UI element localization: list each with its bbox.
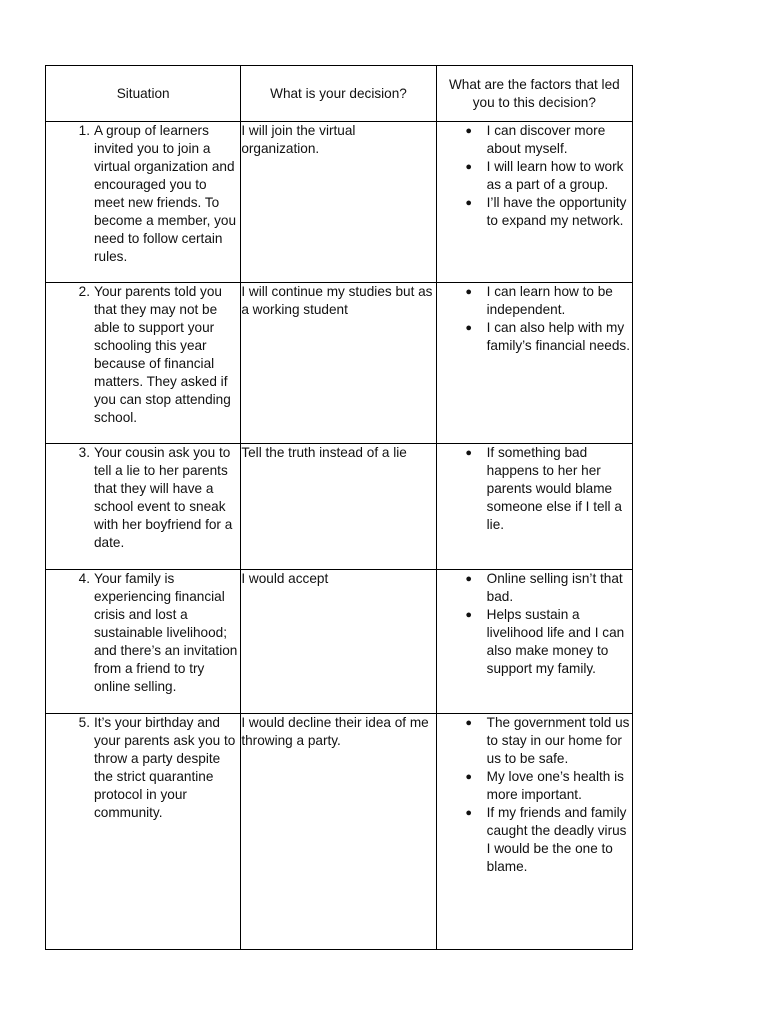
bullet-icon: ● xyxy=(465,447,472,459)
table-row xyxy=(46,714,633,950)
bullet-icon: ● xyxy=(465,125,472,137)
bullet-icon: ● xyxy=(465,286,472,298)
bullet-icon: ● xyxy=(465,609,472,621)
factor-text: My love one’s health is more important. xyxy=(486,769,624,802)
factor-item xyxy=(437,570,632,606)
factor-item xyxy=(437,122,632,158)
factor-text: If my friends and family caught the deadly virus I would be the one to blame. xyxy=(486,805,627,874)
table-row xyxy=(46,122,633,283)
situation-item xyxy=(46,283,240,427)
factor-text: I can learn how to be independent. xyxy=(486,284,613,317)
factor-item xyxy=(437,606,632,678)
bullet-icon: ● xyxy=(465,322,472,334)
decision-cell: Tell the truth instead of a lie xyxy=(241,444,436,570)
factor-item xyxy=(437,194,632,230)
factors-list xyxy=(437,283,632,355)
decision-cell: I will join the virtual organization. xyxy=(241,122,436,283)
situation-number: 1. xyxy=(78,123,90,138)
decision-cell: I would decline their idea of me throwing a party. xyxy=(241,714,436,950)
header-factors: What are the factors that led you to this decision? xyxy=(436,66,632,122)
factors-cell xyxy=(436,714,632,950)
factors-cell xyxy=(436,570,632,714)
bullet-icon: ● xyxy=(465,197,472,209)
factor-text: I’ll have the opportunity to expand my network. xyxy=(486,195,627,228)
situation-text: Your family is experiencing financial crisis and lost a sustainable livelihood; and there’s an invitation from a friend to try online selling. xyxy=(94,571,238,694)
situation-cell xyxy=(46,122,241,283)
bullet-icon: ● xyxy=(465,807,472,819)
header-decision: What is your decision? xyxy=(241,66,436,122)
decision-table xyxy=(45,65,633,950)
factor-text: I will learn how to work as a part of a group. xyxy=(486,159,624,192)
table-body xyxy=(46,122,633,950)
factors-list xyxy=(437,714,632,876)
factor-text: Helps sustain a livelihood life and I can also make money to support my family. xyxy=(486,607,625,676)
situation-number: 3. xyxy=(78,445,90,460)
factor-text: Online selling isn’t that bad. xyxy=(486,571,623,604)
situation-text: A group of learners invited you to join a virtual organization and encouraged you to meet new friends. To become a member, you need to follow certain rules. xyxy=(94,123,237,264)
bullet-icon: ● xyxy=(465,161,472,173)
table-row xyxy=(46,570,633,714)
situation-cell xyxy=(46,570,241,714)
table-row xyxy=(46,283,633,444)
bullet-icon: ● xyxy=(465,717,472,729)
factor-item xyxy=(437,283,632,319)
factor-item xyxy=(437,319,632,355)
situation-number: 4. xyxy=(78,571,90,586)
situation-item xyxy=(46,444,240,552)
factors-cell xyxy=(436,122,632,283)
factor-text: If something bad happens to her her parents would blame someone else if I tell a lie. xyxy=(486,445,622,532)
situation-number: 2. xyxy=(78,284,90,299)
factor-item xyxy=(437,158,632,194)
factors-list xyxy=(437,122,632,230)
situation-item xyxy=(46,714,240,822)
factor-item xyxy=(437,444,632,534)
header-situation: Situation xyxy=(46,66,241,122)
factors-cell xyxy=(436,283,632,444)
situation-item xyxy=(46,570,240,696)
header-row xyxy=(46,66,633,122)
decision-cell: I will continue my studies but as a working student xyxy=(241,283,436,444)
factor-text: I can also help with my family’s financial needs. xyxy=(486,320,630,353)
factors-list xyxy=(437,570,632,678)
situation-text: Your cousin ask you to tell a lie to her parents that they will have a school event to sneak with her boyfriend for a date. xyxy=(94,445,233,550)
table-row xyxy=(46,444,633,570)
factor-item xyxy=(437,714,632,768)
factor-text: The government told us to stay in our home for us to be safe. xyxy=(486,715,630,766)
situation-item xyxy=(46,122,240,266)
bullet-icon: ● xyxy=(465,573,472,585)
bullet-icon: ● xyxy=(465,771,472,783)
decision-cell: I would accept xyxy=(241,570,436,714)
situation-cell xyxy=(46,714,241,950)
situation-cell xyxy=(46,444,241,570)
factors-list xyxy=(437,444,632,534)
situation-cell xyxy=(46,283,241,444)
factor-item xyxy=(437,768,632,804)
situation-text: Your parents told you that they may not be able to support your schooling this year because of financial matters. They asked if you can stop attending school. xyxy=(94,284,231,425)
situation-number: 5. xyxy=(78,715,90,730)
factor-text: I can discover more about myself. xyxy=(486,123,606,156)
factors-cell xyxy=(436,444,632,570)
situation-text: It’s your birthday and your parents ask you to throw a party despite the strict quarantine protocol in your community. xyxy=(94,715,236,820)
factor-item xyxy=(437,804,632,876)
